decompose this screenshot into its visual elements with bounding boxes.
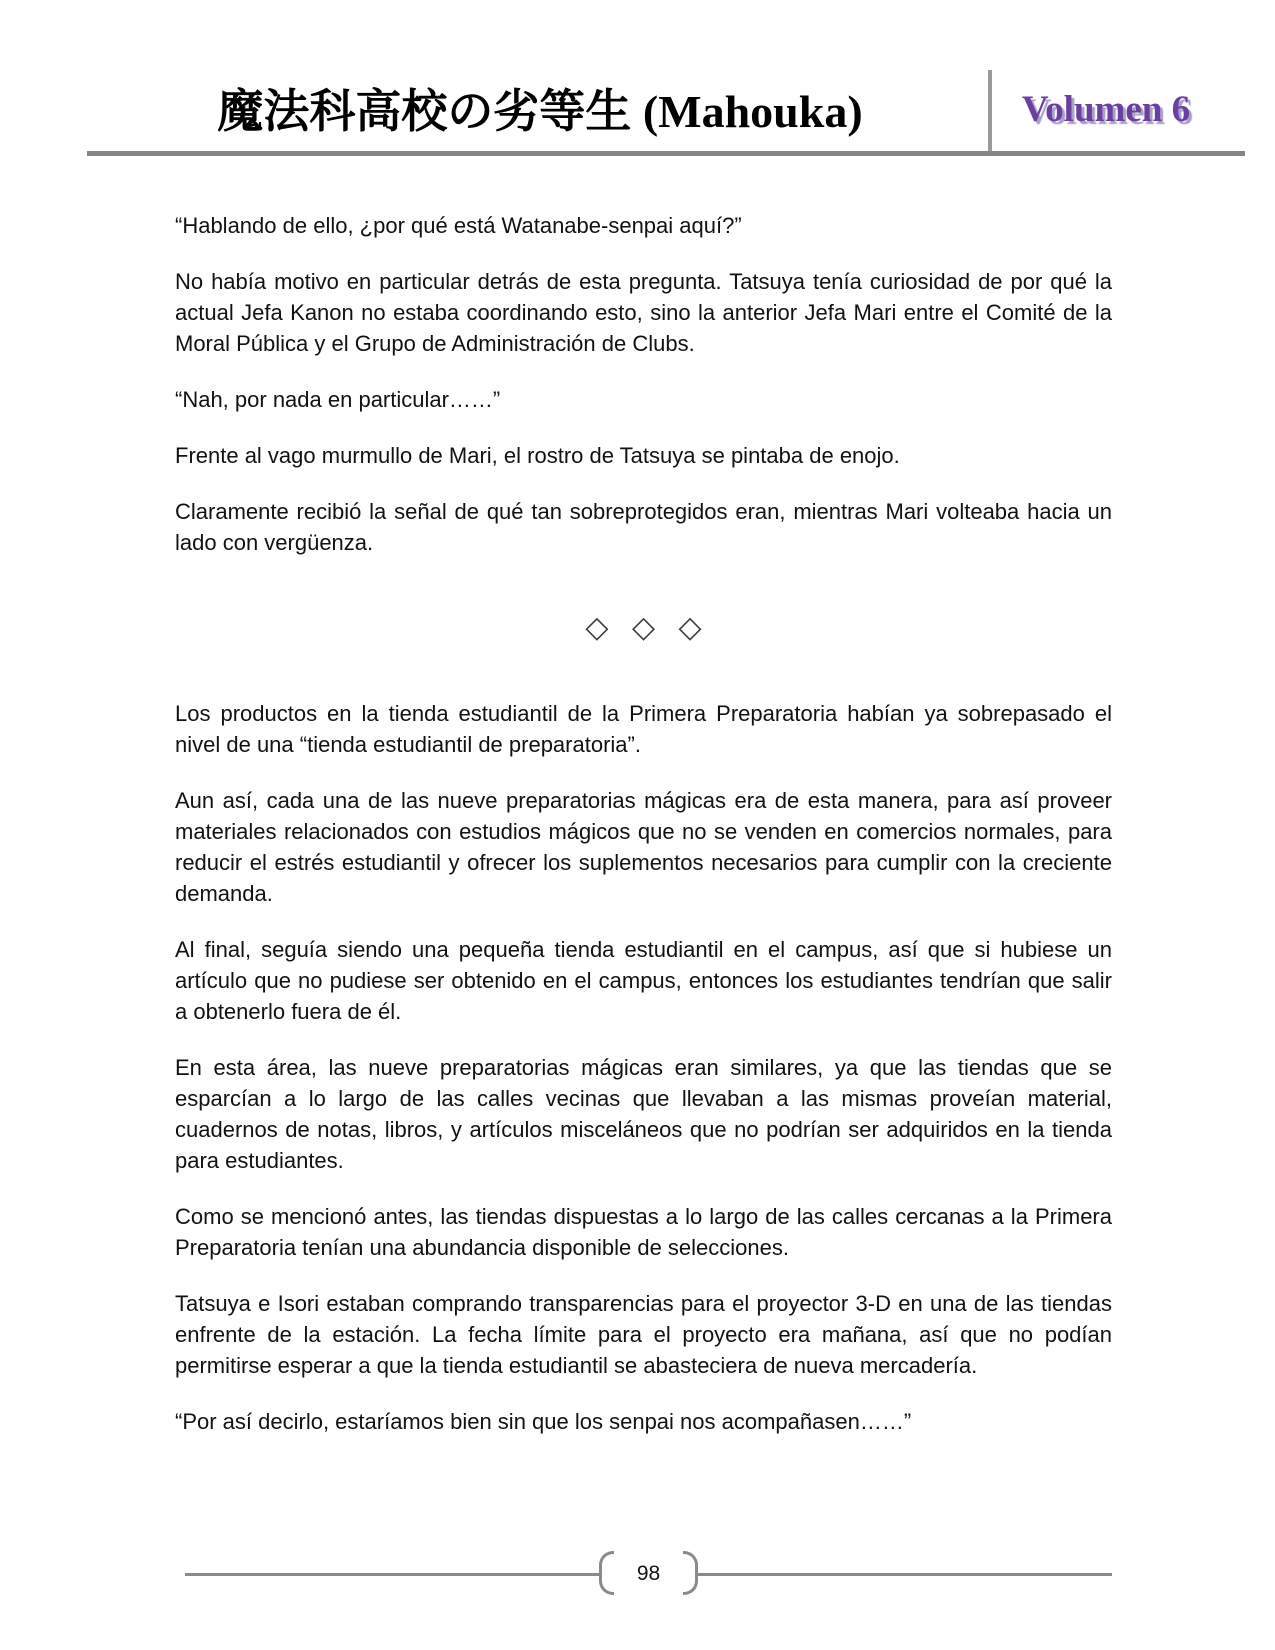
paragraph: Al final, seguía siendo una pequeña tienda estudiantil en el campus, así que si hubiese un artículo que no pudiese ser obtenido en el campus, entonces los estudiantes tendrían que salir a obtenerlo fuera de él. <box>175 937 1112 1024</box>
footer-rule-right <box>698 1573 1112 1576</box>
paragraph: Los productos en la tienda estudiantil de la Primera Preparatoria habían ya sobrepasado el nivel de una “tienda estudiantil de preparatoria”. <box>175 701 1112 757</box>
paragraph: Como se mencionó antes, las tiendas dispuestas a lo largo de las calles cercanas a la Primera Preparatoria tenían una abundancia disponible de selecciones. <box>175 1204 1112 1260</box>
paragraph: Claramente recibió la señal de qué tan sobreprotegidos eran, mientras Mari volteaba hacia un lado con vergüenza. <box>175 499 1112 555</box>
document-title: 魔法科高校の劣等生 (Mahouka) <box>217 86 863 137</box>
volume-label: Volumen 6 <box>1021 89 1191 130</box>
paragraph-dialogue: “Nah, por nada en particular……” <box>175 387 501 412</box>
scene-break-diamonds: ◇ ◇ ◇ <box>585 610 702 645</box>
paragraph: Tatsuya e Isori estaban comprando transparencias para el proyector 3-D en una de las tiendas enfrente de la estación. La fecha límite para el proyecto era mañana, así que no podían permitirse esperar a que la tienda estudiantil se abasteciera de nueva mercadería. <box>175 1291 1112 1378</box>
paragraph: Frente al vago murmullo de Mari, el rostro de Tatsuya se pintaba de enojo. <box>175 443 900 468</box>
header-divider-bar <box>988 70 992 152</box>
footer-rule-left <box>185 1573 599 1576</box>
body-text <box>175 210 1112 1462</box>
page-number-bracket-left <box>599 1551 614 1595</box>
paragraph: En esta área, las nueve preparatorias mágicas eran similares, ya que las tiendas que se esparcían a lo largo de las calles vecinas que llevaban a las mismas proveían material, cuadernos de notas, libros, y artículos misceláneos que no podrían ser adquiridos en la tienda para estudiantes. <box>175 1055 1112 1173</box>
page-number-bracket-right <box>683 1551 698 1595</box>
header-rule <box>87 151 1245 156</box>
paragraph-dialogue: “Por así decirlo, estaríamos bien sin que los senpai nos acompañasen……” <box>175 1409 912 1434</box>
paragraph: Aun así, cada una de las nueve preparatorias mágicas era de esta manera, para así proveer materiales relacionados con estudios mágicos que no se venden en comercios normales, para reducir el estrés estudiantil y ofrecer los suplementos necesarios para cumplir con la creciente demanda. <box>175 788 1112 906</box>
paragraph-dialogue: “Hablando de ello, ¿por qué está Watanabe-senpai aquí?” <box>175 213 742 238</box>
paragraph: No había motivo en particular detrás de esta pregunta. Tatsuya tenía curiosidad de por qué la actual Jefa Kanon no estaba coordinando esto, sino la anterior Jefa Mari entre el Comité de la Moral Pública y el Grupo de Administración de Clubs. <box>175 269 1112 356</box>
page-number: 98 <box>636 1562 661 1585</box>
